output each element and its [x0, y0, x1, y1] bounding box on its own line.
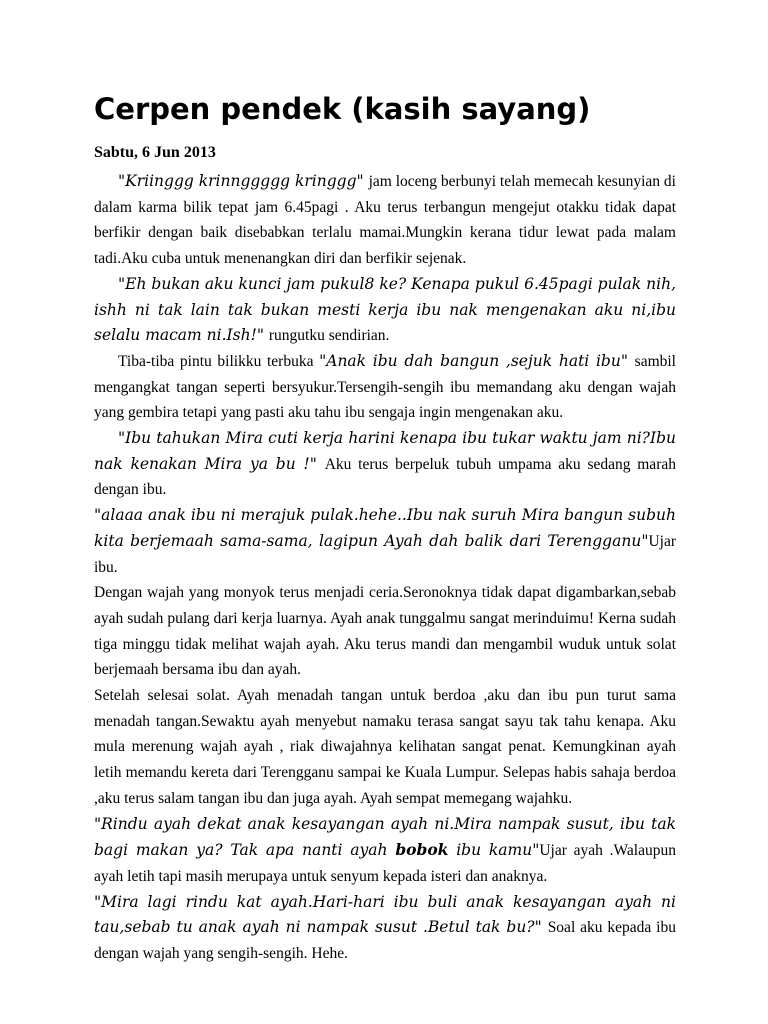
paragraph [94, 812, 676, 890]
paragraph [94, 426, 676, 503]
narration-text: Ujar ayah .Walaupun ayah letih tapi masih merupaya untuk senyum kepada isteri dan anaknya. [94, 842, 676, 885]
story-body [94, 169, 676, 967]
paragraph [94, 349, 676, 426]
document-title: Cerpen pendek (kasih sayang) [94, 92, 591, 126]
dialogue-text: "alaaa anak ibu ni merajuk pulak.hehe..Ibu nak suruh Mira bangun subuh kita berjemaah sama-sama, lagipun Ayah dah balik dari Terengganu" [94, 506, 676, 550]
narration-text: sambil mengangkat tangan seperti bersyukur.Tersengih-sengih ibu memandang aku dengan wajah yang gembira tetapi yang pasti aku tahu ibu sengaja ingin mengenakan aku. [94, 352, 676, 422]
narration-text: Setelah selesai solat. Ayah menadah tangan untuk berdoa ,aku dan ibu pun turut sama menadah tangan.Sewaktu ayah menyebut namaku terasa sangat sayu tak tahu kenapa. Aku mula merenung wajah ayah , riak diwajahnya kelihatan sangat penat. Kemungkinan ayah letih memandu kereta dari Terengganu sampai ke Kuala Lumpur. Selepas habis sahaja berdoa ,aku terus salam tangan ibu dan juga ayah. Ayah sempat memegang wajahku. [94, 687, 676, 807]
narration-text: Dengan wajah yang monyok terus menjadi ceria.Seronoknya tidak dapat digambarkan,sebab ayah sudah pulang dari kerja luarnya. Ayah anak tunggalmu sangat merinduimu! Kerna sudah tiga minggu tidak melihat wajah ayah. Aku terus mandi dan mengambil wuduk untuk solat berjemaah bersama ibu dan ayah. [94, 584, 676, 679]
paragraph [94, 580, 676, 683]
dialogue-text: "Rindu ayah dekat anak kesayangan ayah ni.Mira nampak susut, ibu tak bagi makan ya? Tak apa nanti ayah [94, 814, 676, 860]
narration-text: Soal aku kepada ibu dengan wajah yang sengih-sengih. Hehe. [94, 919, 676, 963]
paragraph [94, 890, 676, 967]
paragraph [94, 169, 676, 272]
paragraph [94, 503, 676, 580]
dialogue-text: "Anak ibu dah bangun ,sejuk hati ibu" [319, 351, 635, 370]
paragraph [94, 683, 676, 812]
dialogue-text: "Mira lagi rindu kat ayah.Hari-hari ibu buli anak kesayangan ayah ni tau,sebab tu anak ayah ni nampak susut .Betul tak bu?" [94, 892, 676, 937]
narration-text: Aku terus berpeluk tubuh umpama aku sedang marah dengan ibu. [94, 455, 676, 499]
dialogue-text: "Eh bukan aku kunci jam pukul8 ke? Kenapa pukul 6.45pagi pulak nih, ishh ni tak lain tak bukan mesti kerja ibu nak mengenakan aku ni,ibu selalu macam ni.Ish!" [94, 274, 676, 345]
dialogue-text: ibu kamu" [448, 841, 540, 860]
dialogue-text: "Kriinggg krinnggggg kringgg" [118, 172, 369, 190]
dialogue-text: "Ibu tahukan Mira cuti kerja harini kenapa ibu tukar waktu jam ni?Ibu nak kenakan Mira ya bu !" [94, 429, 676, 473]
dialogue-text: bobok [395, 840, 449, 860]
narration-text: Ujar ibu. [94, 532, 676, 576]
narration-text: jam loceng berbunyi telah memecah kesunyian di dalam karma bilik tepat jam 6.45pagi . Aku terus terbangun mengejut otakku tidak dapat berfikir dengan baik disebabkan terlalu mamai.Mungkin kerana tidur lewat pada malam tadi.Aku cuba untuk menenangkan diri dan berfikir sejenak. [94, 173, 676, 268]
paragraph [94, 272, 676, 349]
narration-text: Tiba-tiba pintu bilikku terbuka [118, 352, 320, 370]
document-date: Sabtu, 6 Jun 2013 [94, 144, 216, 161]
narration-text: rungutku sendirian. [268, 327, 390, 345]
